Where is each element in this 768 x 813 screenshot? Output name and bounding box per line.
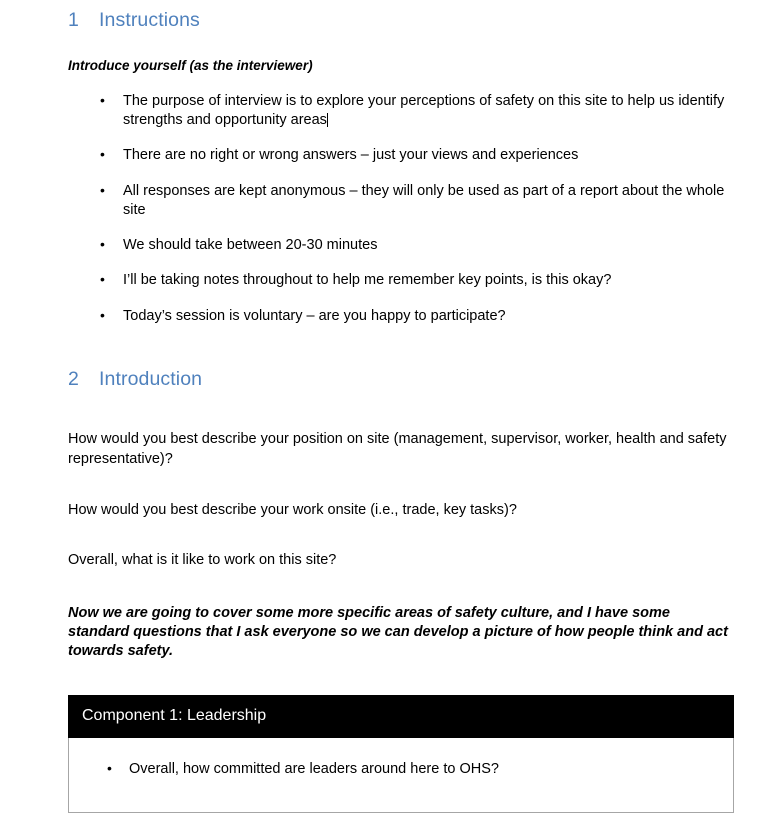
list-item: • We should take between 20-30 minutes <box>68 236 734 255</box>
component-table-head <box>69 696 734 737</box>
list-item <box>68 92 734 131</box>
component-table-cell <box>69 737 734 812</box>
component-table-header-label: Component 1: Leadership <box>69 696 734 737</box>
list-item: • All responses are kept anonymous – they will only be used as part of a report about the whole site <box>68 182 734 221</box>
heading-introduction-number: 2 <box>68 367 79 390</box>
component-table <box>68 695 734 812</box>
question-position: How would you best describe your position on site (management, supervisor, worker, health and safety representative)? <box>68 431 727 467</box>
table-row <box>69 696 734 737</box>
heading-introduction-title: Introduction <box>99 367 203 390</box>
introduce-yourself-label: Introduce yourself (as the interviewer) <box>68 58 313 74</box>
heading-instructions-number: 1 <box>68 9 79 31</box>
text-cursor <box>327 113 328 127</box>
list-item: • Today’s session is voluntary – are you happy to participate? <box>68 307 734 326</box>
list-item: • There are no right or wrong answers – just your views and experiences <box>68 146 734 165</box>
heading-introduction <box>68 368 734 391</box>
table-row <box>69 737 734 812</box>
question-overall-experience: Overall, what is it like to work on this site? <box>68 552 337 569</box>
component-table-body <box>69 737 734 812</box>
list-item: • Overall, how committed are leaders around here to OHS? <box>69 760 733 779</box>
component-bullet-list <box>69 760 733 779</box>
heading-instructions-title: Instructions <box>99 9 200 31</box>
document-content <box>68 0 734 813</box>
instructions-bullet-list <box>68 92 734 326</box>
transition-statement: Now we are going to cover some more specific areas of safety culture, and I have some standard questions that I ask everyone so we can develop a picture of how people think and act towards safety. <box>68 605 728 660</box>
list-item: • I’ll be taking notes throughout to help me remember key points, is this okay? <box>68 271 734 290</box>
heading-instructions <box>68 9 734 32</box>
question-work-onsite: How would you best describe your work onsite (i.e., trade, key tasks)? <box>68 501 517 518</box>
list-item-text: The purpose of interview is to explore your perceptions of safety on this site to help us identify strengths and opportunity areas <box>123 92 725 128</box>
